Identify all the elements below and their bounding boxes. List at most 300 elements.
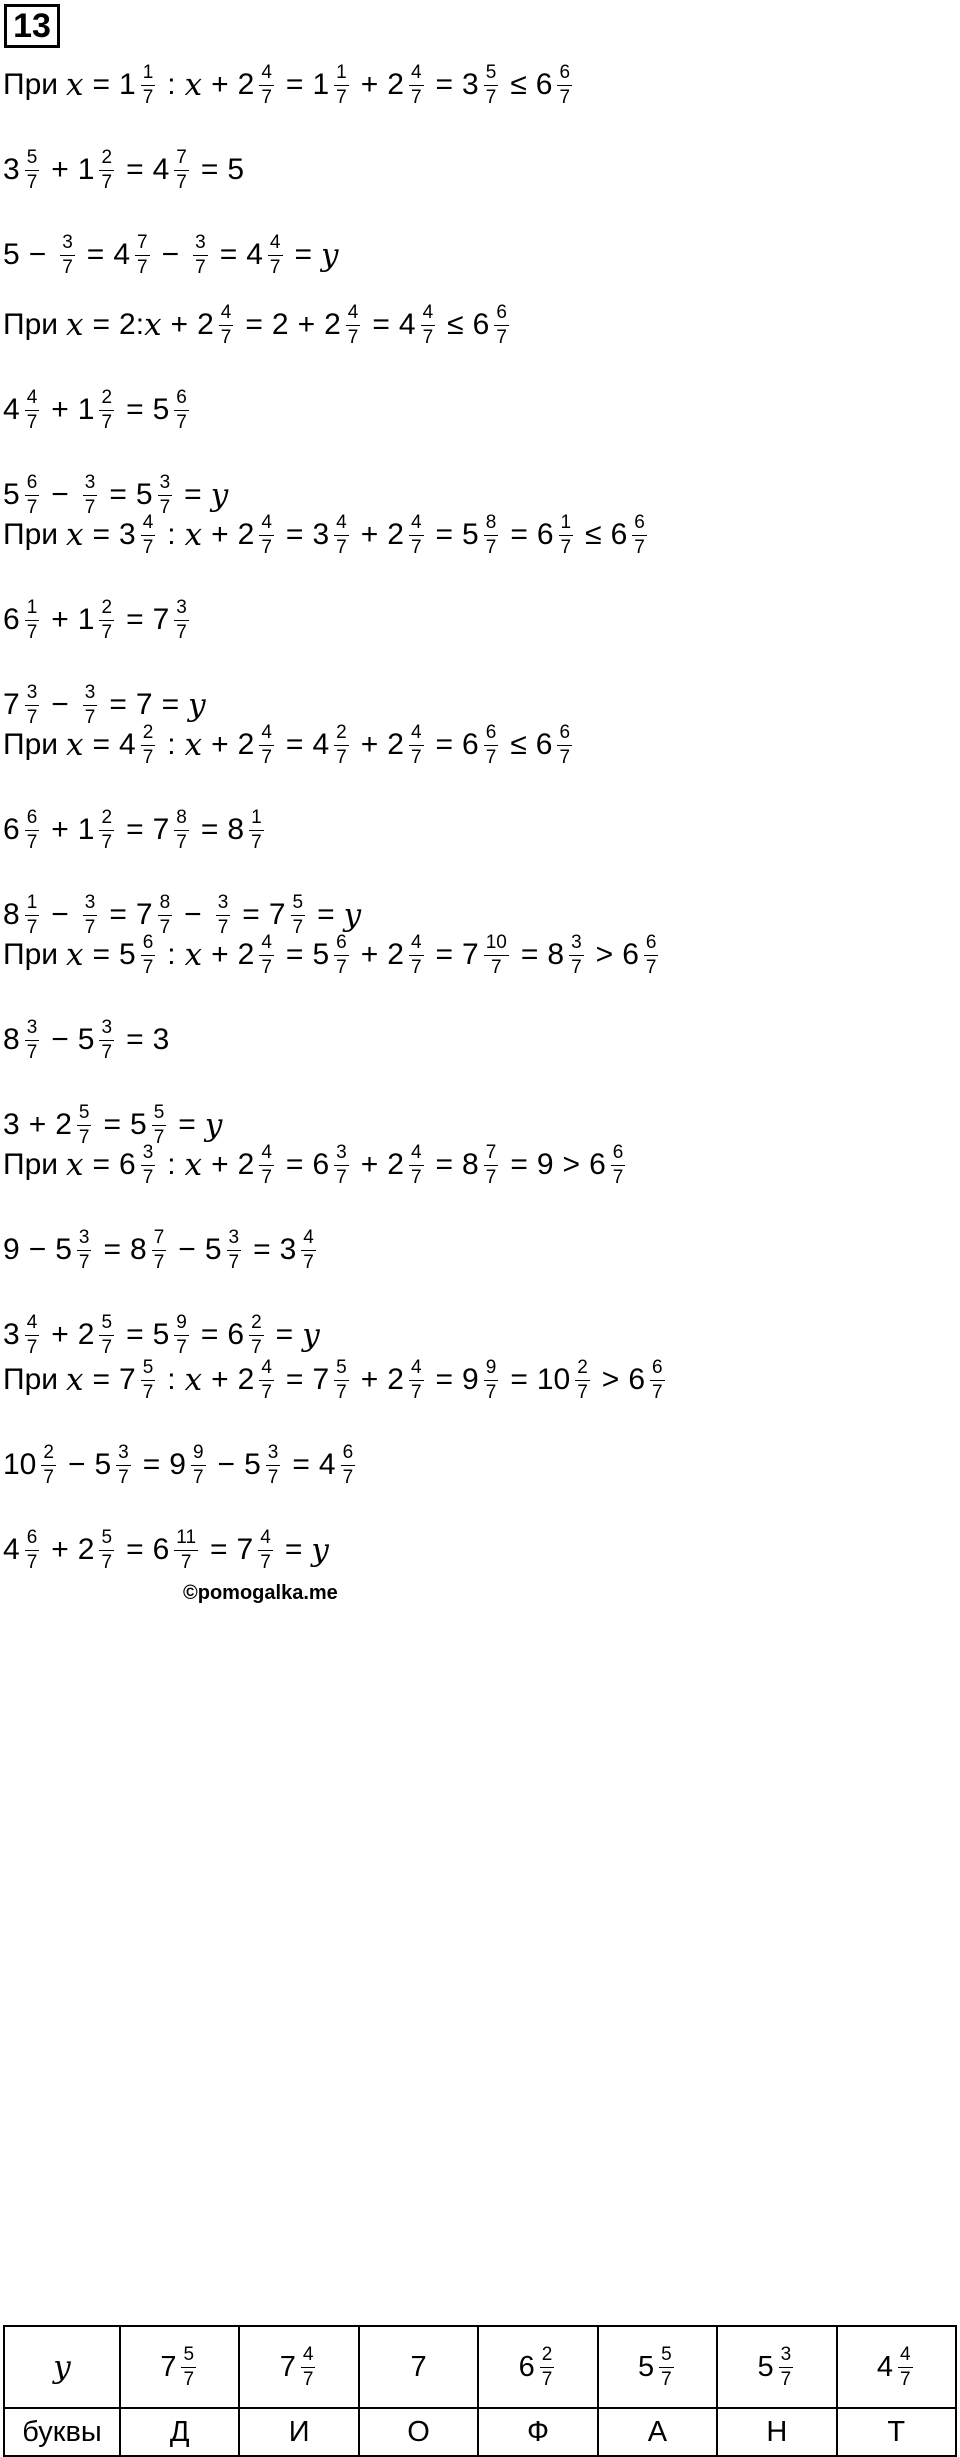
answer-value-cell (598, 2326, 717, 2408)
mixed-number (78, 1528, 117, 1573)
whole-part: 2 (237, 1363, 255, 1396)
numerator: 3 (60, 233, 75, 256)
whole-part: 1 (77, 813, 95, 846)
numerator: 3 (25, 683, 40, 706)
whole-part: 5 (3, 478, 20, 511)
whole-part: 5 (462, 518, 479, 551)
answer-header-letters: буквы (4, 2408, 120, 2456)
math-operator: = (109, 688, 127, 721)
denominator: 7 (26, 1336, 38, 1358)
numerator: 6 (174, 388, 189, 411)
denominator: 7 (261, 536, 272, 558)
math-variable: x (184, 1146, 203, 1183)
mixed-number (3, 598, 42, 643)
solution-line (3, 585, 192, 655)
whole-part: 5 (135, 478, 153, 511)
mixed-number (130, 1228, 169, 1273)
math-operator: = (109, 898, 127, 931)
math-variable: x (66, 1361, 84, 1398)
numerator: 5 (77, 1103, 92, 1126)
math-variable: x (66, 306, 84, 343)
denominator: 7 (43, 1466, 54, 1488)
mixed-number (119, 513, 158, 558)
whole-part: 7 (152, 603, 170, 636)
math-operator: ≤ (510, 728, 527, 761)
whole-part: 6 (589, 1148, 606, 1181)
numerator: 7 (174, 148, 189, 171)
math-operator: = (435, 938, 454, 971)
fraction-part (409, 1143, 424, 1188)
math-operator: : (167, 938, 176, 971)
math-operator: + (211, 938, 229, 971)
whole-part: 1 (119, 68, 136, 101)
numerator: 11 (174, 1528, 198, 1551)
denominator: 7 (26, 411, 38, 433)
fraction (188, 233, 211, 278)
whole-part: 10 (536, 1363, 571, 1396)
fraction-part (141, 933, 156, 978)
fraction-part (334, 933, 349, 978)
denominator: 7 (410, 1381, 422, 1403)
math-variable: x (66, 1146, 84, 1183)
fraction-part (632, 513, 647, 558)
math-variable: x (66, 516, 84, 553)
mixed-number (78, 148, 117, 193)
denominator: 7 (485, 86, 497, 108)
mixed-number (324, 303, 363, 348)
whole-part: 5 (77, 1023, 95, 1056)
fraction-part (141, 723, 156, 768)
numerator: 3 (116, 1443, 131, 1466)
numerator: 6 (494, 303, 509, 326)
math-operator: + (360, 1363, 379, 1396)
whole-part: 1 (77, 603, 95, 636)
numerator: 5 (25, 148, 40, 171)
numerator: 6 (557, 723, 572, 746)
numerator: 6 (611, 1143, 626, 1166)
denominator: 7 (101, 831, 113, 853)
mixed-number (119, 1358, 158, 1403)
numerator: 3 (266, 1443, 281, 1466)
denominator: 7 (422, 326, 434, 348)
mixed-number (78, 388, 117, 433)
denominator: 7 (485, 536, 497, 558)
denominator: 7 (26, 621, 38, 643)
fraction-part (259, 1143, 274, 1188)
numerator: 1 (25, 598, 40, 621)
solution-line (3, 920, 661, 990)
whole-part: 2 (197, 308, 214, 341)
numerator: 9 (174, 1313, 189, 1336)
whole-part: 2 (387, 68, 404, 101)
math-operator: + (51, 153, 69, 186)
fraction-part (611, 1143, 626, 1188)
math-text: 9 (536, 1148, 554, 1181)
fraction-part (259, 1358, 274, 1403)
fraction-part (193, 233, 208, 278)
mixed-number (462, 63, 501, 108)
math-operator: = (178, 1108, 196, 1141)
whole-part: 4 (152, 153, 170, 186)
whole-part: 3 (462, 68, 479, 101)
math-operator: = (510, 1363, 528, 1396)
mixed-number (399, 303, 438, 348)
mixed-number (227, 808, 266, 853)
numerator: 2 (41, 1443, 56, 1466)
whole-part: 5 (152, 393, 170, 426)
math-variable: x (144, 306, 162, 343)
fraction-part (99, 388, 114, 433)
mixed-number (312, 933, 351, 978)
fraction-part (99, 1528, 114, 1573)
denominator: 7 (410, 956, 422, 978)
numerator: 6 (25, 473, 40, 496)
fraction-part (409, 63, 424, 108)
fraction-part (484, 1143, 499, 1188)
numerator: 1 (249, 808, 264, 831)
fraction-part (659, 2345, 674, 2390)
mixed-number (537, 1358, 593, 1403)
numerator: 5 (291, 893, 306, 916)
fraction-part (25, 808, 40, 853)
denominator: 7 (251, 1336, 262, 1358)
whole-part: 4 (246, 238, 263, 271)
denominator: 7 (84, 706, 96, 728)
denominator: 7 (261, 956, 272, 978)
fraction-part (141, 1358, 156, 1403)
denominator: 7 (261, 1166, 272, 1188)
whole-part: 2 (387, 1363, 404, 1396)
math-operator: − (161, 238, 180, 271)
fraction-part (135, 233, 150, 278)
math-operator: = (126, 153, 144, 186)
mixed-number (312, 1143, 351, 1188)
fraction-part (484, 723, 499, 768)
math-operator: = (372, 308, 390, 341)
math-operator: − (51, 898, 69, 931)
math-operator: = (126, 1533, 144, 1566)
fraction-part (484, 513, 499, 558)
mixed-number (205, 1228, 244, 1273)
math-operator: ≤ (447, 308, 464, 341)
numerator: 5 (484, 63, 499, 86)
numerator: 3 (83, 683, 98, 706)
numerator: 3 (158, 473, 173, 496)
numerator: 3 (83, 893, 98, 916)
fraction-part (25, 148, 40, 193)
denominator: 7 (485, 1166, 497, 1188)
denominator: 7 (176, 1336, 187, 1358)
mixed-number (78, 598, 117, 643)
denominator: 7 (302, 2368, 314, 2390)
mixed-number (119, 933, 158, 978)
denominator: 7 (26, 496, 38, 518)
math-variable: x (184, 726, 203, 763)
numerator: 6 (141, 933, 156, 956)
denominator: 7 (485, 1381, 497, 1403)
numerator: 5 (152, 1103, 167, 1126)
numerator: 3 (227, 1228, 242, 1251)
denominator: 7 (251, 831, 262, 853)
mixed-number (238, 63, 277, 108)
numerator: 4 (268, 233, 283, 256)
denominator: 7 (410, 86, 422, 108)
math-operator: > (562, 1148, 581, 1181)
fraction-part (174, 388, 189, 433)
math-operator: + (51, 1533, 69, 1566)
numerator: 6 (557, 63, 572, 86)
math-operator: + (297, 308, 316, 341)
watermark: ©pomogalka.me (183, 1582, 338, 1604)
denominator: 7 (261, 1381, 272, 1403)
solution-line (3, 1430, 358, 1500)
denominator: 7 (101, 1336, 113, 1358)
math-operator: = (184, 478, 202, 511)
whole-part: 2 (77, 1533, 95, 1566)
numerator: 4 (301, 1228, 316, 1251)
mixed-number (462, 513, 501, 558)
math-operator: = (126, 393, 144, 426)
numerator: 5 (659, 2345, 674, 2368)
fraction-part (99, 808, 114, 853)
whole-part: 7 (279, 2350, 296, 2383)
denominator: 7 (645, 956, 657, 978)
mixed-number (3, 1528, 42, 1573)
whole-part: 8 (227, 813, 245, 846)
whole-part: 8 (547, 938, 565, 971)
fraction-part (25, 1018, 40, 1063)
math-text: При (3, 938, 59, 971)
math-operator: : (167, 1363, 176, 1396)
math-operator: : (167, 1148, 176, 1181)
numerator: 8 (484, 513, 499, 536)
denominator: 7 (26, 1551, 38, 1573)
math-operator: = (520, 938, 539, 971)
fraction-part (141, 1143, 156, 1188)
mixed-number (387, 63, 426, 108)
mixed-number (244, 1443, 283, 1488)
numerator: 4 (259, 63, 274, 86)
math-operator: − (28, 238, 47, 271)
math-operator: = (200, 153, 219, 186)
denominator: 7 (159, 916, 171, 938)
whole-part: 3 (3, 1318, 20, 1351)
fraction-part (174, 148, 189, 193)
math-text: 7 (135, 688, 153, 721)
denominator: 7 (634, 536, 645, 558)
whole-part: 7 (3, 688, 20, 721)
fraction-part (341, 1443, 356, 1488)
whole-part: 8 (3, 1023, 20, 1056)
mixed-number (877, 2345, 916, 2390)
fraction-part (174, 598, 189, 643)
answer-header-y: y (4, 2326, 120, 2408)
whole-part: 8 (130, 1233, 147, 1266)
denominator: 7 (176, 411, 187, 433)
numerator: 1 (25, 893, 40, 916)
fraction-part (557, 63, 572, 108)
whole-part: 5 (94, 1448, 112, 1481)
whole-part: 9 (462, 1363, 479, 1396)
fraction-part (174, 1528, 198, 1573)
whole-part: 1 (77, 393, 95, 426)
denominator: 7 (661, 2368, 672, 2390)
math-operator: = (92, 938, 111, 971)
math-variable: x (66, 726, 84, 763)
mixed-number (160, 2345, 199, 2390)
whole-part: 7 (119, 1363, 136, 1396)
math-text: При (3, 68, 59, 101)
whole-part: 6 (462, 728, 479, 761)
mixed-number (519, 2345, 558, 2390)
math-operator: = (126, 1318, 144, 1351)
denominator: 7 (612, 1166, 624, 1188)
answer-value-cell (239, 2326, 358, 2408)
answer-letter-cell: Н (717, 2408, 836, 2456)
fraction-part (334, 513, 349, 558)
mixed-number (153, 388, 192, 433)
solution-line (3, 135, 244, 205)
mixed-number (55, 1228, 94, 1273)
math-operator: = (126, 603, 144, 636)
math-variable: y (311, 1531, 329, 1568)
math-operator: > (595, 938, 614, 971)
solution-line (3, 1005, 169, 1075)
numerator: 3 (77, 1228, 92, 1251)
math-operator: = (285, 518, 304, 551)
math-operator: = (317, 898, 335, 931)
solution-line (3, 710, 575, 780)
math-operator: + (211, 68, 229, 101)
numerator: 4 (259, 723, 274, 746)
mixed-number (387, 1358, 426, 1403)
mixed-number (547, 933, 586, 978)
fraction-part (259, 933, 274, 978)
fraction-part (494, 303, 509, 348)
answer-letter-cell: Ф (478, 2408, 597, 2456)
whole-part: 6 (227, 1318, 245, 1351)
solution-line (3, 220, 339, 290)
numerator: 6 (650, 1358, 665, 1381)
numerator: 3 (193, 233, 208, 256)
math-operator: = (161, 688, 180, 721)
numerator: 6 (25, 808, 40, 831)
denominator: 7 (336, 536, 347, 558)
math-operator: + (360, 518, 379, 551)
denominator: 7 (410, 746, 422, 768)
numerator: 4 (409, 1143, 424, 1166)
denominator: 7 (559, 86, 571, 108)
numerator: 4 (409, 513, 424, 536)
denominator: 7 (153, 1251, 165, 1273)
math-operator: + (360, 68, 379, 101)
solution-line (3, 290, 512, 360)
fraction-part (25, 1528, 40, 1573)
fraction-part (174, 808, 189, 853)
mixed-number (536, 63, 575, 108)
fraction-part (559, 513, 574, 558)
whole-part: 2 (237, 938, 255, 971)
whole-part: 2 (237, 1148, 255, 1181)
answer-letter-cell: И (239, 2408, 358, 2456)
math-operator: = (92, 1363, 111, 1396)
denominator: 7 (142, 1381, 154, 1403)
numerator: 1 (334, 63, 349, 86)
denominator: 7 (260, 1551, 271, 1573)
math-operator: = (92, 728, 111, 761)
fraction-part (259, 63, 274, 108)
numerator: 6 (644, 933, 659, 956)
fraction-part (249, 808, 264, 853)
numerator: 10 (484, 933, 509, 956)
fraction-part (25, 388, 40, 433)
denominator: 7 (303, 1251, 314, 1273)
math-operator: = (200, 813, 219, 846)
whole-part: 1 (312, 68, 330, 101)
fraction-part (898, 2345, 913, 2390)
fraction-part (141, 513, 156, 558)
whole-part: 4 (318, 1448, 336, 1481)
mixed-number (153, 1528, 201, 1573)
math-operator: = (285, 728, 304, 761)
math-operator: = (435, 68, 454, 101)
fraction-part (25, 598, 40, 643)
mixed-number (238, 933, 277, 978)
answer-letter-cell: Т (837, 2408, 956, 2456)
math-operator: − (51, 1023, 69, 1056)
denominator: 7 (142, 1166, 154, 1188)
whole-part: 7 (410, 2350, 427, 2383)
fraction-part (484, 1358, 499, 1403)
denominator: 7 (336, 86, 347, 108)
whole-part: 3 (3, 153, 20, 186)
whole-part: 6 (628, 1363, 646, 1396)
whole-part: 2 (387, 938, 404, 971)
fraction-part (301, 1228, 316, 1273)
whole-part: 4 (113, 238, 131, 271)
answer-table (3, 2325, 957, 2457)
math-operator: + (211, 1148, 229, 1181)
numerator: 4 (259, 513, 274, 536)
mixed-number (280, 2345, 319, 2390)
denominator: 7 (220, 326, 232, 348)
mixed-number (462, 933, 512, 978)
denominator: 7 (652, 1381, 663, 1403)
numerator: 2 (99, 808, 114, 831)
math-operator: + (360, 938, 379, 971)
answer-row-letters (4, 2408, 956, 2456)
math-operator: + (211, 518, 229, 551)
math-text: 5 (227, 153, 245, 186)
denominator: 7 (26, 831, 38, 853)
math-operator: = (242, 898, 260, 931)
answer-value-cell (478, 2326, 597, 2408)
numerator: 2 (99, 148, 114, 171)
answer-value-cell (120, 2326, 239, 2408)
fraction-part (575, 1358, 590, 1403)
mixed-number (237, 1528, 276, 1573)
numerator: 7 (152, 1228, 167, 1251)
answer-letter-cell: А (598, 2408, 717, 2456)
numerator: 2 (249, 1313, 264, 1336)
numerator: 7 (135, 233, 150, 256)
denominator: 7 (410, 1166, 422, 1188)
numerator: 2 (99, 388, 114, 411)
fraction-part (141, 63, 156, 108)
whole-part: 5 (204, 1233, 222, 1266)
mixed-number (312, 723, 351, 768)
math-operator: = (126, 813, 144, 846)
